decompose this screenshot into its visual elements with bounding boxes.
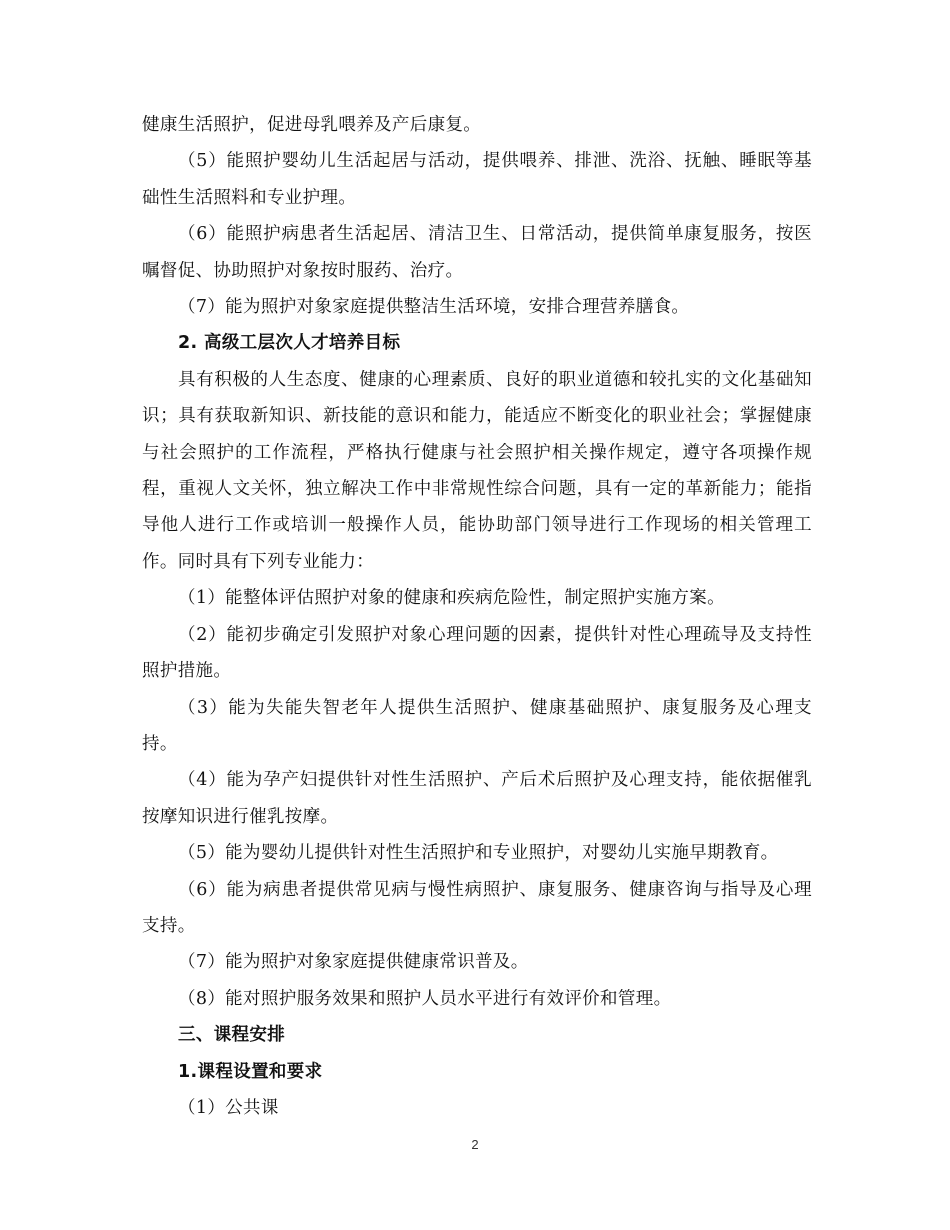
document-body xyxy=(142,107,812,1126)
paragraph: （7）能为照护对象家庭提供健康常识普及。 xyxy=(178,952,529,973)
paragraph: 具有积极的人生态度、健康的心理素质、良好的职业道德和较扎实的文化基础知识；具有获取新知识、新技能的意识和能力，能适应不断变化的职业社会；掌握健康与社会照护的工作流程，严格执行健康与社会照护相关操作规定，遵守各项操作规程，重视人文关怀，独立解决工作中非常规性综合问题，具有一定的革新能力；能指导他人进行工作或培训一般操作人员，能协助部门领导进行工作现场的相关管理工作。同时具有下列专业能力： xyxy=(142,369,812,572)
paragraph: （5）能照护婴幼儿生活起居与活动，提供喂养、排泄、洗浴、抚触、睡眠等基础性生活照料和专业护理。 xyxy=(142,151,812,208)
paragraph: （2）能初步确定引发照护对象心理问题的因素，提供针对性心理疏导及支持性照护措施。 xyxy=(142,624,812,682)
paragraph: （4）能为孕产妇提供针对性生活照护、产后术后照护及心理支持，能依据催乳按摩知识进行催乳按摩。 xyxy=(142,770,812,827)
paragraph: 健康生活照护，促进母乳喂养及产后康复。 xyxy=(142,115,482,135)
paragraph: （8）能对照护服务效果和照护人员水平进行有效评价和管理。 xyxy=(178,988,672,1009)
section-heading: 三、课程安排 xyxy=(178,1025,286,1046)
page-number: 2 xyxy=(471,1137,479,1152)
paragraph: （7）能为照护对象家庭提供整洁生活环境，安排合理营养膳食。 xyxy=(178,297,690,318)
paragraph: （6）能为病患者提供常见病与慢性病照护、康复服务、健康咨询与指导及心理支持。 xyxy=(142,879,812,936)
paragraph: （1）公共课 xyxy=(178,1097,279,1118)
subsection-heading: 1.课程设置和要求 xyxy=(178,1061,323,1082)
section-heading: 2. 高级工层次人才培养目标 xyxy=(178,333,401,354)
paragraph: （6）能照护病患者生活起居、清洁卫生、日常活动，提供简单康复服务，按医嘱督促、协助照护对象按时服药、治疗。 xyxy=(142,224,812,281)
paragraph: （3）能为失能失智老年人提供生活照护、健康基础照护、康复服务及心理支持。 xyxy=(142,697,812,754)
paragraph: （5）能为婴幼儿提供针对性生活照护和专业照护，对婴幼儿实施早期教育。 xyxy=(178,843,779,864)
paragraph: （1）能整体评估照护对象的健康和疾病危险性，制定照护实施方案。 xyxy=(178,588,725,609)
